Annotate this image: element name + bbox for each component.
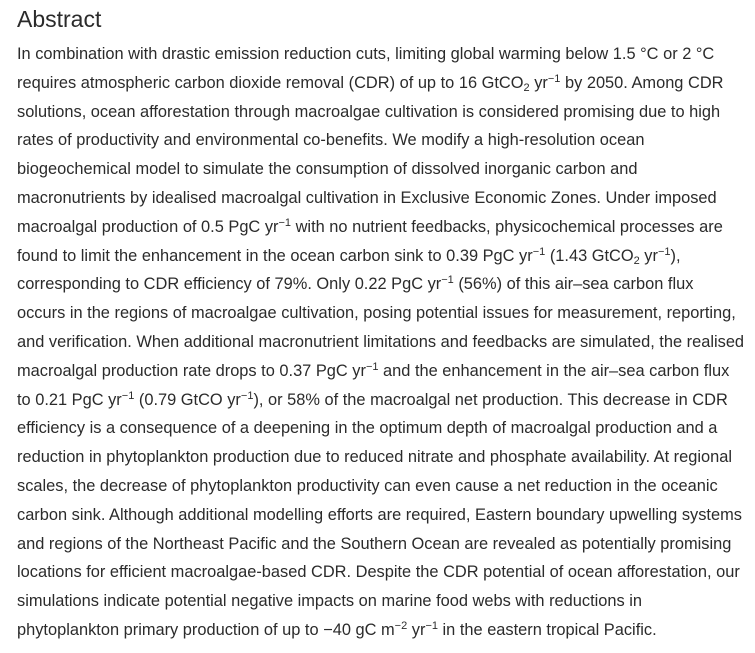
text-segment: (0.79 GtCO yr <box>134 390 241 409</box>
superscript: −1 <box>121 389 135 402</box>
abstract-line <box>17 558 747 587</box>
abstract-line <box>17 242 747 271</box>
text-segment: with no nutrient feedbacks, physicochemical processes are <box>291 217 723 236</box>
superscript: −1 <box>278 216 292 229</box>
text-segment: carbon sink. Although additional modelling efforts are required, Eastern boundary upwelling systems <box>17 505 742 524</box>
abstract-line <box>17 299 747 328</box>
abstract-line <box>17 328 747 357</box>
abstract-section <box>17 4 747 645</box>
text-segment: requires atmospheric carbon dioxide removal (CDR) of up to 16 GtCO <box>17 73 524 92</box>
text-segment: yr <box>407 620 426 639</box>
text-segment: In combination with drastic emission reduction cuts, limiting global warming below 1.5 °C or 2 °C <box>17 45 715 63</box>
text-segment: yr <box>529 73 548 92</box>
abstract-line <box>17 213 747 242</box>
text-segment: ), or 58% of the macroalgal net production. This decrease in CDR <box>253 390 728 409</box>
abstract-line <box>17 126 747 155</box>
abstract-line <box>17 616 747 645</box>
abstract-heading: Abstract <box>17 6 102 32</box>
text-segment: and verification. When additional macronutrient limitations and feedbacks are simulated, the realised <box>17 332 745 351</box>
abstract-line <box>17 40 747 69</box>
text-segment: solutions, ocean afforestation through macroalgae cultivation is considered promising due to high <box>17 102 721 121</box>
abstract-line <box>17 530 747 559</box>
text-segment: phytoplankton primary production of up to −40 gC m <box>17 620 395 639</box>
text-segment: ), <box>670 246 681 265</box>
superscript: −1 <box>547 72 561 85</box>
text-segment: macronutrients by idealised macroalgal cultivation in Exclusive Economic Zones. Under imposed <box>17 188 717 207</box>
abstract-line <box>17 386 747 415</box>
text-segment: simulations indicate potential negative impacts on marine food webs with reductions in <box>17 592 643 611</box>
text-segment: (56%) of this air–sea carbon flux <box>453 275 694 294</box>
text-segment: by 2050. Among CDR <box>560 73 724 92</box>
text-segment: efficiency is a consequence of a deepening in the optimum depth of macroalgal production and a <box>17 419 718 438</box>
abstract-line <box>17 472 747 501</box>
text-segment: rates of productivity and environmental co-benefits. We modify a high-resolution ocean <box>17 131 645 150</box>
abstract-line <box>17 501 747 530</box>
abstract-line <box>17 357 747 386</box>
text-segment: in the eastern tropical Pacific. <box>437 620 657 639</box>
abstract-body <box>17 40 747 645</box>
superscript: −1 <box>441 274 454 287</box>
text-segment: to 0.21 PgC yr <box>17 390 122 409</box>
subscript: 2 <box>633 254 640 267</box>
subscript: 2 <box>523 81 530 94</box>
abstract-line <box>17 587 747 616</box>
text-segment: corresponding to CDR efficiency of 79%. Only 0.22 PgC yr <box>17 275 442 294</box>
text-segment: scales, the decrease of phytoplankton productivity can even cause a net reduction in the oceanic <box>17 476 718 495</box>
text-segment: reduction in phytoplankton production due to reduced nitrate and phosphate availability. At regional <box>17 448 733 467</box>
text-segment: macroalgal production of 0.5 PgC yr <box>17 217 279 236</box>
text-segment: occurs in the regions of macroalgae cultivation, posing potential issues for measurement, reporting, <box>17 304 736 323</box>
abstract-line <box>17 270 747 299</box>
text-segment: yr <box>639 246 658 265</box>
superscript: −2 <box>394 619 408 632</box>
text-segment: macroalgal production rate drops to 0.37 PgC yr <box>17 361 366 380</box>
text-segment: locations for efficient macroalgae-based CDR. Despite the CDR potential of ocean afforestation, our <box>17 563 740 582</box>
abstract-line <box>17 414 747 443</box>
superscript: −1 <box>365 360 379 373</box>
text-segment: and regions of the Northeast Pacific and the Southern Ocean are revealed as potentially promising <box>17 534 732 553</box>
superscript: −1 <box>425 619 438 632</box>
abstract-line <box>17 98 747 127</box>
abstract-line <box>17 184 747 213</box>
text-segment: found to limit the enhancement in the ocean carbon sink to 0.39 PgC yr <box>17 246 533 265</box>
superscript: −1 <box>240 389 254 402</box>
abstract-line <box>17 443 747 472</box>
abstract-line <box>17 69 747 98</box>
text-segment: (1.43 GtCO <box>545 246 634 265</box>
superscript: −1 <box>532 245 546 258</box>
superscript: −1 <box>657 245 671 258</box>
abstract-line <box>17 155 747 184</box>
text-segment: biogeochemical model to simulate the consumption of dissolved inorganic carbon and <box>17 160 638 179</box>
text-segment: and the enhancement in the air–sea carbon flux <box>378 361 730 380</box>
